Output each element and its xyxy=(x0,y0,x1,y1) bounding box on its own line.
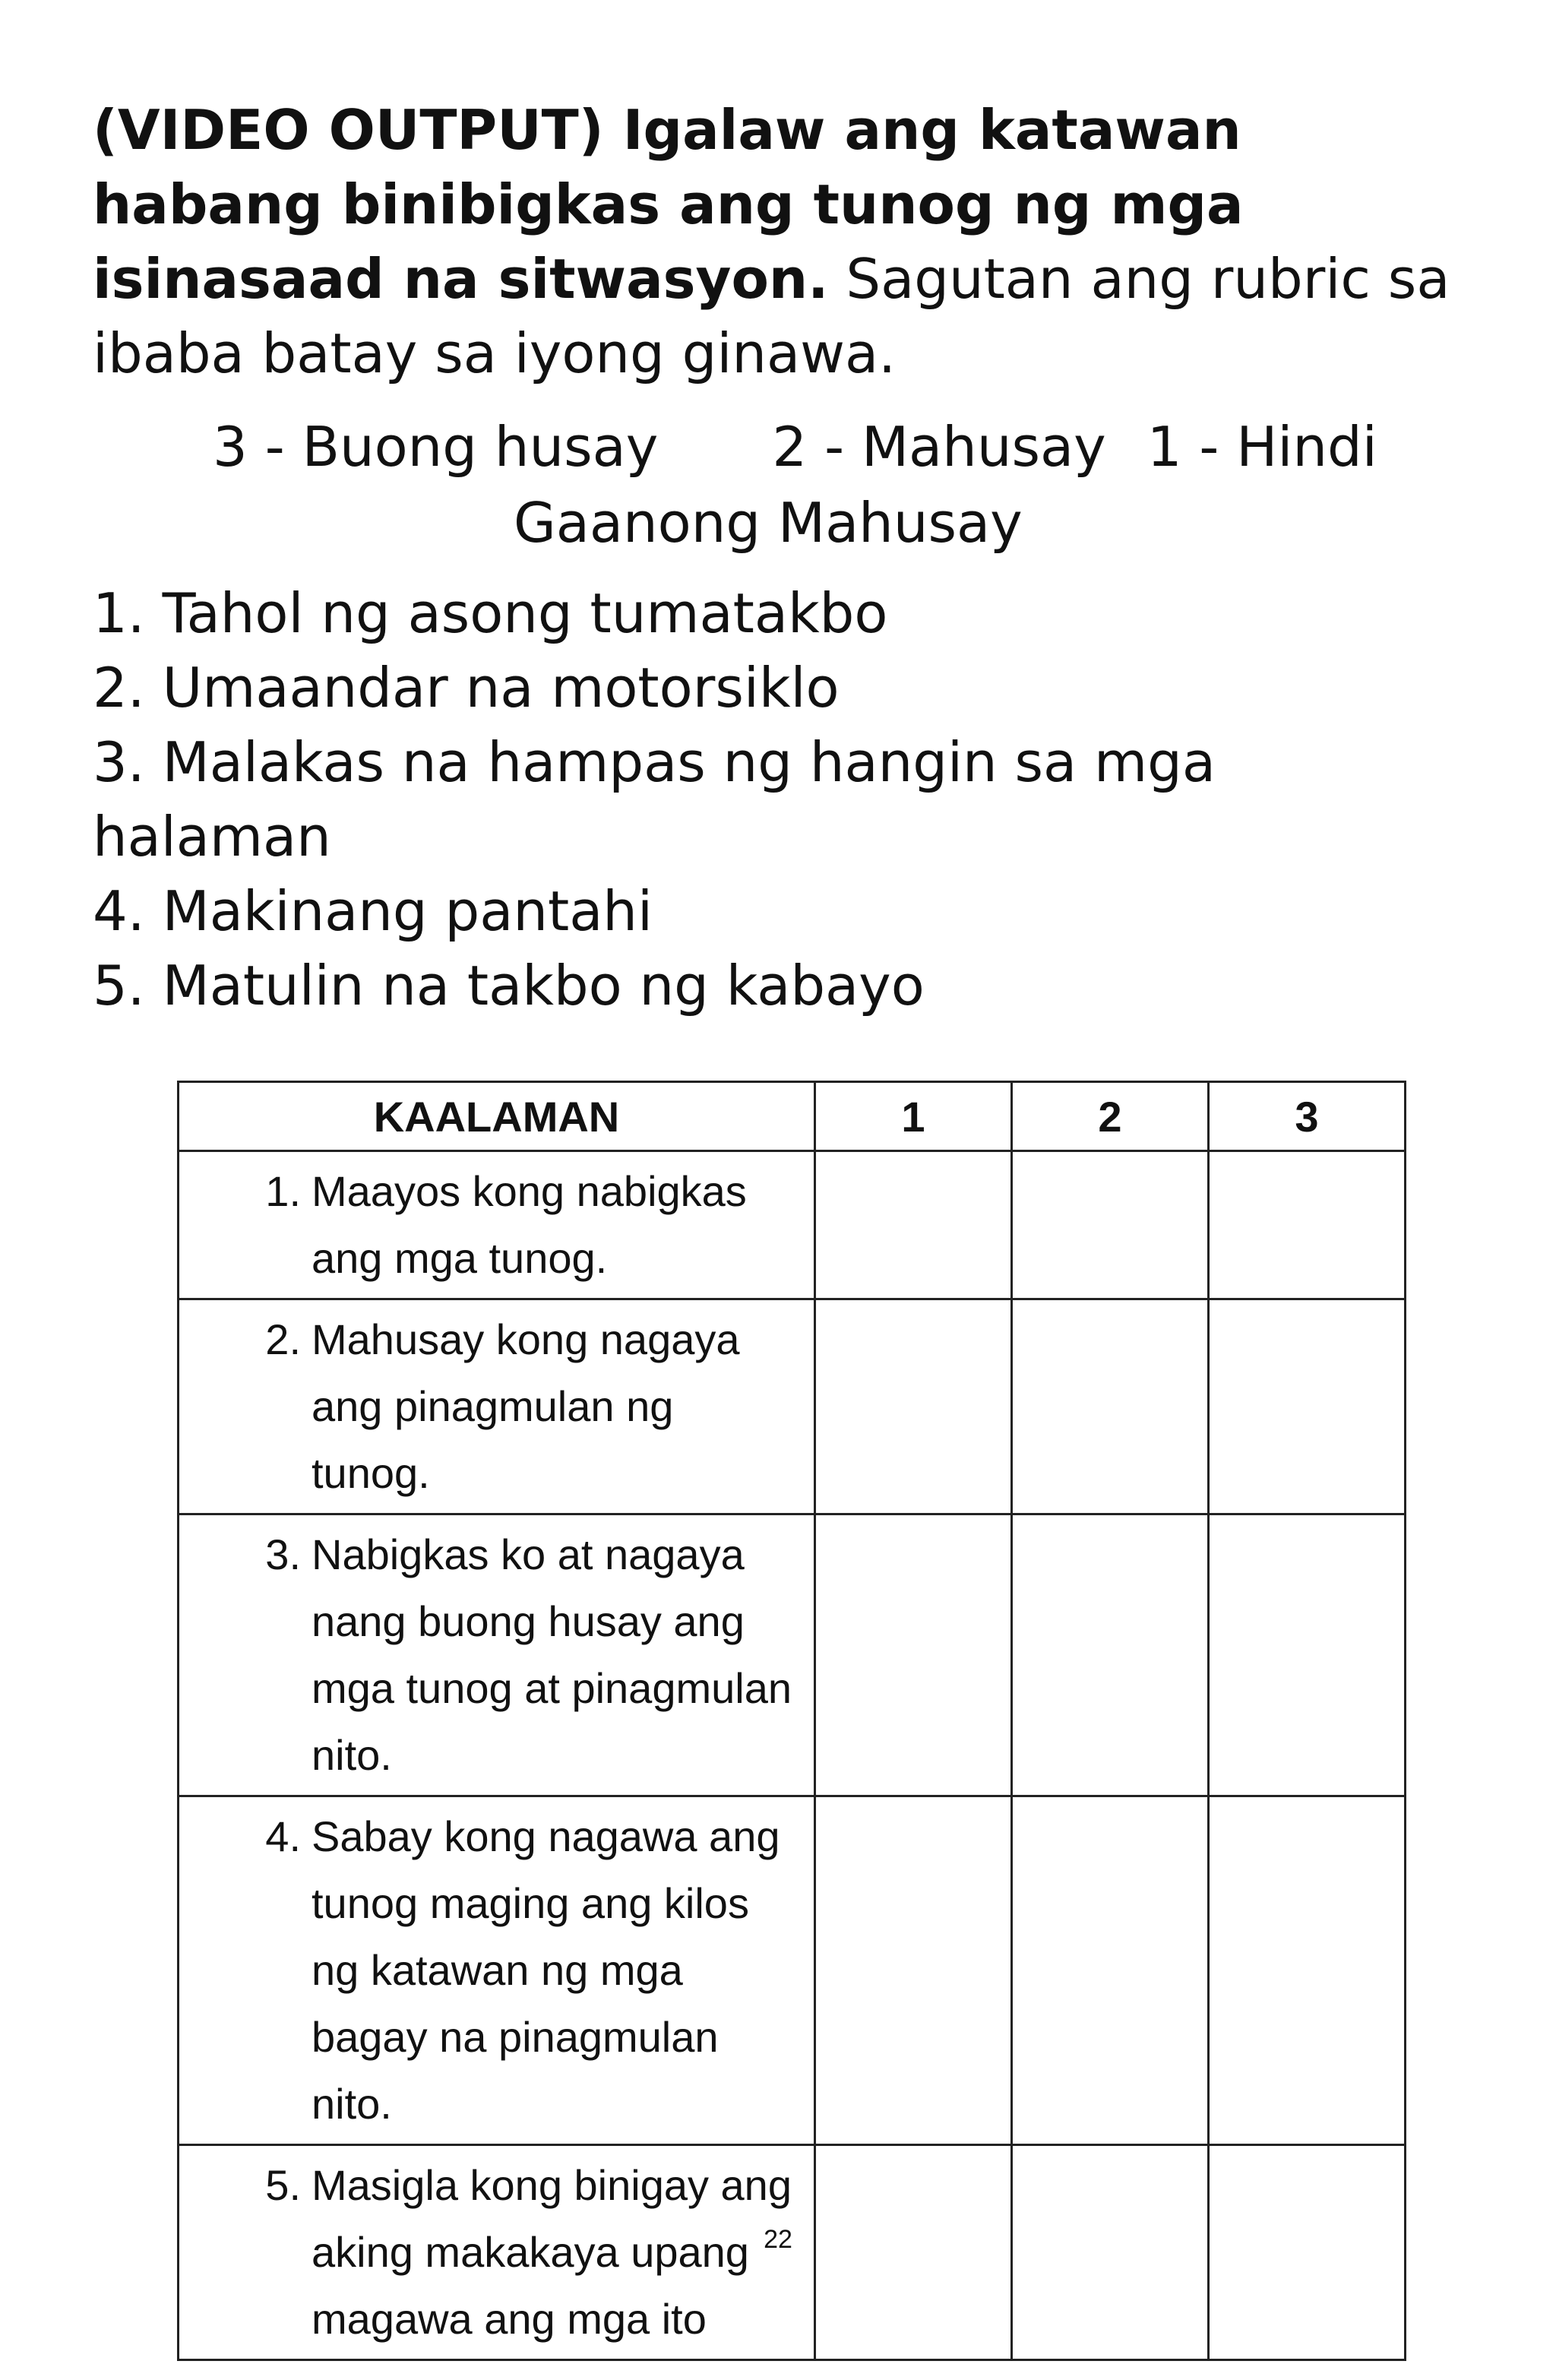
rubric-table xyxy=(177,1081,1406,2361)
list-item: 4. Makinang pantahi xyxy=(93,879,653,943)
criterion-cell xyxy=(179,1514,815,1796)
instructions-paragraph xyxy=(93,93,1460,391)
criterion-text: Masigla kong binigay ang aking makakaya upang magawa ang mga ito xyxy=(312,2161,792,2343)
criterion-cell xyxy=(179,1796,815,2145)
table-header-row xyxy=(179,1082,1406,1151)
list-item: 1. Tahol ng asong tumatakbo xyxy=(93,581,888,645)
header-kaalaman: KAALAMAN xyxy=(179,1082,815,1151)
score-cell-1[interactable] xyxy=(814,1796,1011,2145)
page-number: 22 xyxy=(764,2225,792,2254)
score-cell-3[interactable] xyxy=(1208,1514,1405,1796)
instructions-bold: (VIDEO OUTPUT) Igalaw ang katawan habang binibigkas ang tunog ng mga isinasaad na sitwasyon. xyxy=(93,98,1244,311)
score-cell-2[interactable] xyxy=(1011,1151,1208,1299)
list-item: 3. Malakas na hampas ng hangin sa mga halaman xyxy=(93,730,1216,869)
table-row xyxy=(179,1151,1406,1299)
score-cell-2[interactable] xyxy=(1011,1514,1208,1796)
scale-level-3: 3 - Buong husay xyxy=(213,415,659,479)
criterion-cell xyxy=(179,1151,815,1299)
criterion-text: Nabigkas ko at nagaya nang buong husay ang mga tunog at pinagmulan nito. xyxy=(312,1530,792,1779)
criterion-text: Sabay kong nagawa ang tunog maging ang kilos ng katawan ng mga bagay na pinagmulan nito. xyxy=(312,1812,780,2128)
criterion-number: 5. xyxy=(265,2161,301,2209)
list-item: 2. Umaandar na motorsiklo xyxy=(93,656,840,720)
header-score-1: 1 xyxy=(814,1082,1011,1151)
rating-scale xyxy=(213,409,1398,561)
criterion-text: Maayos kong nabigkas ang mga tunog. xyxy=(312,1167,747,1282)
score-cell-3[interactable] xyxy=(1208,1796,1405,2145)
situation-list xyxy=(93,576,1460,1023)
scale-level-1-b: Gaanong Mahusay xyxy=(514,491,1023,555)
table-row xyxy=(179,1299,1406,1514)
score-cell-3[interactable] xyxy=(1208,1299,1405,1514)
header-score-3: 3 xyxy=(1208,1082,1405,1151)
instructions-normal: Sagutan ang rubric sa ibaba batay sa iyong ginawa. xyxy=(93,247,1450,385)
scale-level-1-a: 1 - Hindi xyxy=(1146,415,1377,479)
table-row xyxy=(179,1514,1406,1796)
header-score-2: 2 xyxy=(1011,1082,1208,1151)
score-cell-1[interactable] xyxy=(814,1514,1011,1796)
list-item: 5. Matulin na takbo ng kabayo xyxy=(93,954,925,1018)
criterion-number: 1. xyxy=(265,1167,301,1215)
score-cell-2[interactable] xyxy=(1011,1299,1208,1514)
criterion-number: 4. xyxy=(265,1812,301,1860)
criterion-number: 2. xyxy=(265,1315,301,1363)
criterion-text: Mahusay kong nagaya ang pinagmulan ng tunog. xyxy=(312,1315,740,1497)
criterion-cell xyxy=(179,1299,815,1514)
criterion-number: 3. xyxy=(265,1530,301,1578)
score-cell-2[interactable] xyxy=(1011,1796,1208,2145)
scale-level-2: 2 - Mahusay xyxy=(772,415,1106,479)
score-cell-3[interactable] xyxy=(1208,1151,1405,1299)
score-cell-1[interactable] xyxy=(814,1299,1011,1514)
score-cell-1[interactable] xyxy=(814,1151,1011,1299)
table-row xyxy=(179,1796,1406,2145)
